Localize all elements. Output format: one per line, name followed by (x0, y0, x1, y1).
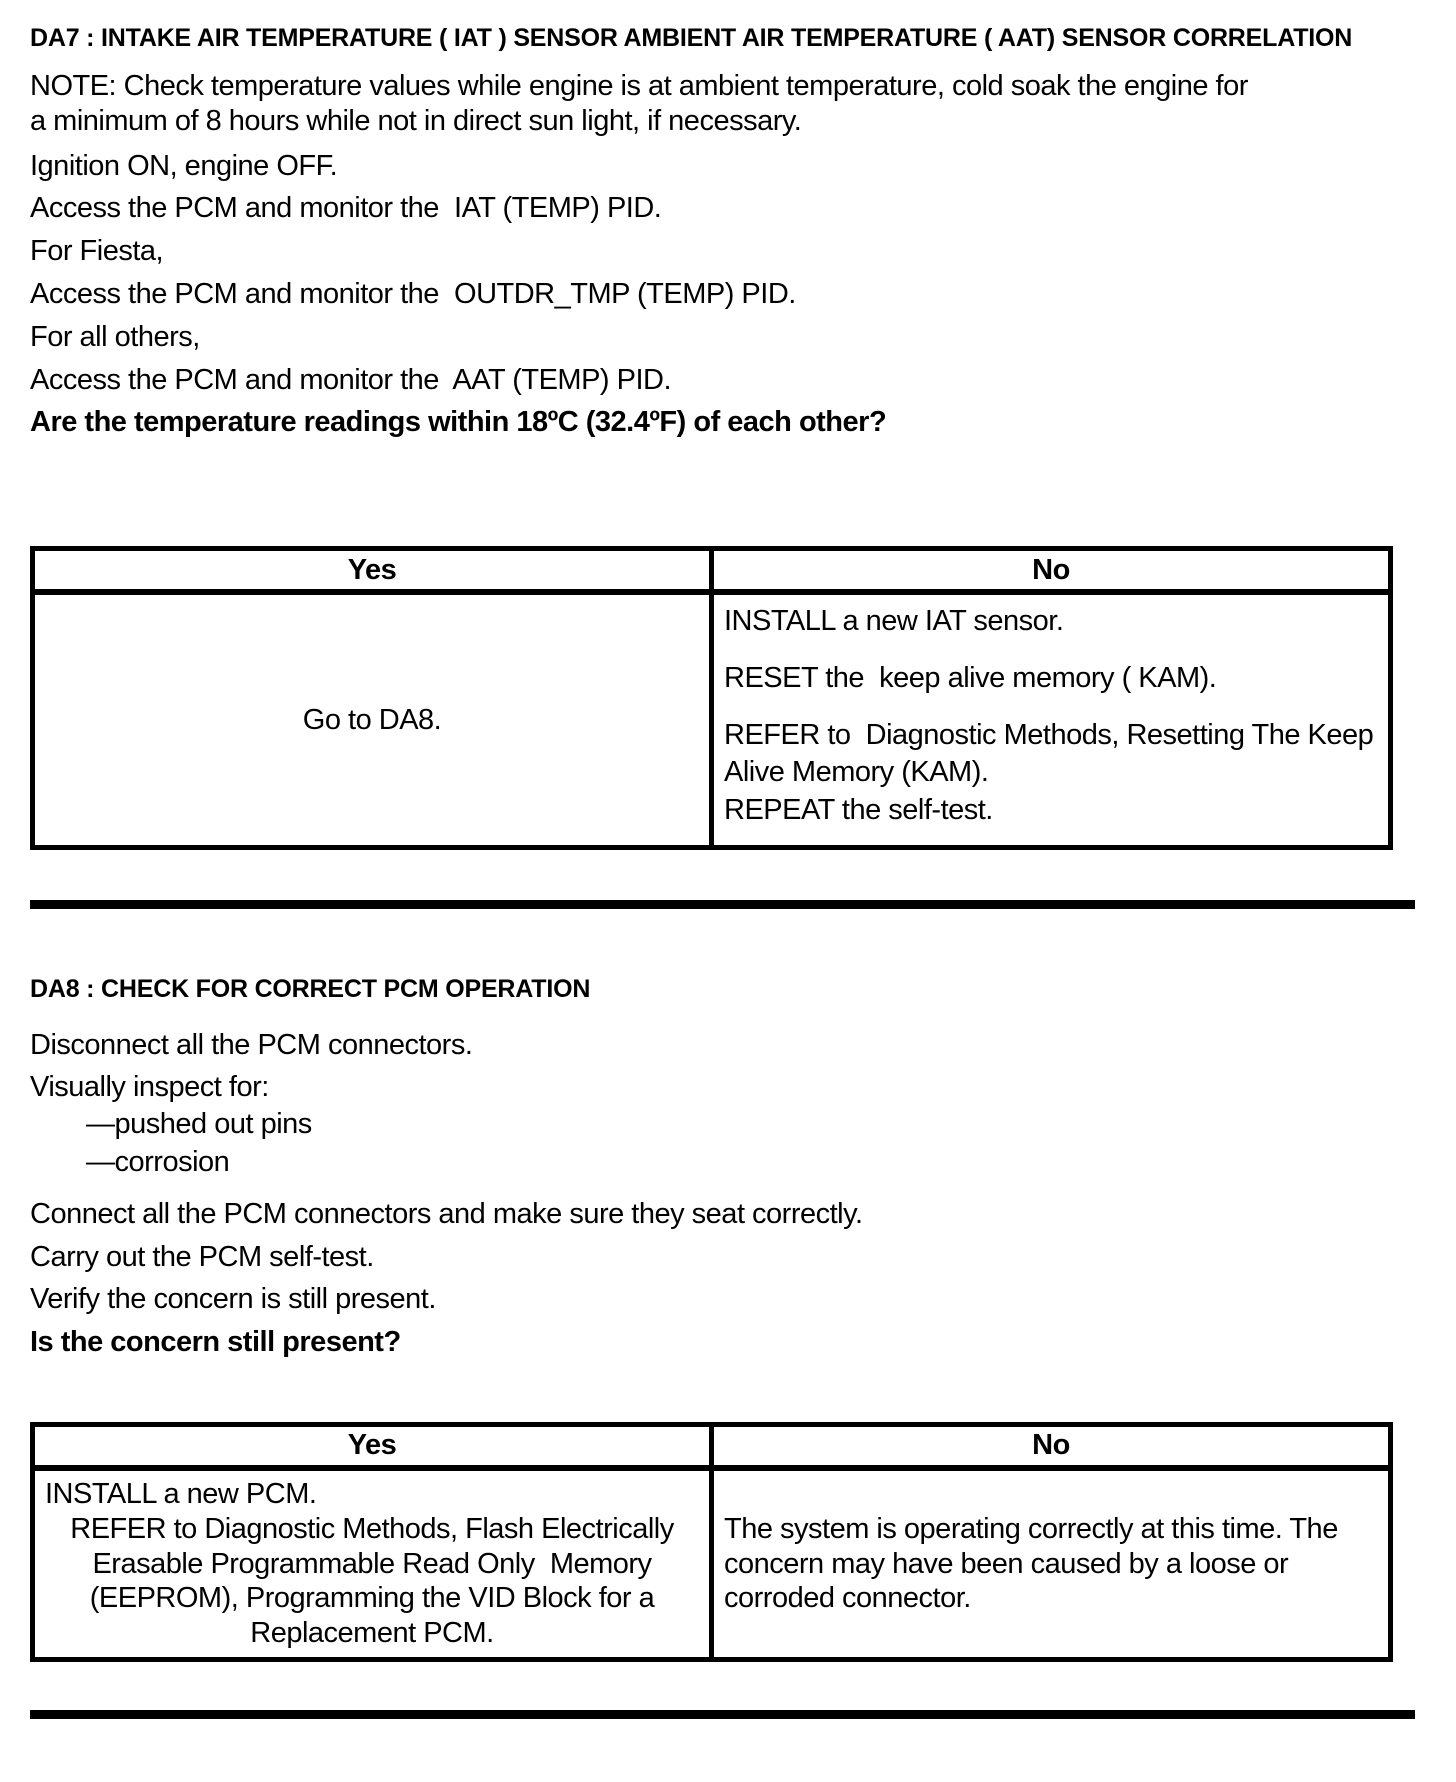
da8-heading: DA8 : CHECK FOR CORRECT PCM OPERATION (30, 974, 591, 1003)
section-da8 (30, 973, 1426, 1662)
da8-table-body-row (33, 1468, 1391, 1659)
da7-no-action-repeat: REPEAT the self-test. (724, 793, 993, 826)
da8-question: Is the concern still present? (30, 1326, 401, 1359)
da8-step-disconnect: Disconnect all the PCM connectors. (30, 1028, 473, 1061)
da7-step-for-all-others: For all others, (30, 320, 200, 353)
da7-no-cell (712, 592, 1391, 847)
da8-inspect-item-pins: —pushed out pins (86, 1108, 312, 1141)
da8-step-inspect: Visually inspect for: (30, 1071, 269, 1104)
section-divider-rule (30, 900, 1415, 909)
da7-yes-action-goto: Go to DA8. (302, 703, 442, 736)
da8-yes-cell (33, 1468, 712, 1659)
da8-no-cell (712, 1468, 1391, 1659)
da7-step-for-fiesta: For Fiesta, (30, 235, 164, 268)
da8-step-connect: Connect all the PCM connectors and make sure they seat correctly. (30, 1197, 863, 1230)
da7-step-monitor-iat: Access the PCM and monitor the IAT (TEMP) PID. (30, 192, 662, 225)
da7-no-action-refer: REFER to Diagnostic Methods, Resetting The Keep Alive Memory (KAM). (724, 718, 1380, 789)
da8-table-header-row (33, 1424, 1391, 1468)
da7-no-action-reset: RESET the keep alive memory ( KAM). (724, 661, 1217, 694)
da7-no-action-install: INSTALL a new IAT sensor. (724, 605, 1064, 638)
da7-step-monitor-outdr-tmp: Access the PCM and monitor the OUTDR_TMP (TEMP) PID. (30, 277, 796, 310)
da8-step-selftest: Carry out the PCM self-test. (30, 1240, 374, 1273)
da7-step-monitor-aat: Access the PCM and monitor the AAT (TEMP) PID. (30, 363, 672, 396)
da7-question: Are the temperature readings within 18ºC (32.4ºF) of each other? (30, 406, 887, 439)
da7-yes-cell (33, 592, 712, 847)
da7-yes-header: Yes (33, 549, 712, 593)
da8-step-verify: Verify the concern is still present. (30, 1283, 436, 1316)
da8-inspect-item-corrosion: —corrosion (86, 1145, 230, 1178)
page-bottom-rule (30, 1710, 1415, 1719)
da7-no-header: No (712, 549, 1391, 593)
da7-note: NOTE: Check temperature values while engine is at ambient temperature, cold soak the engine for a minimum of 8 hours while not in direct sun light, if necessary. (30, 70, 1256, 137)
da7-decision-table (30, 546, 1393, 850)
da7-table-body-row (33, 592, 1391, 847)
da8-yes-header: Yes (33, 1424, 712, 1468)
da8-decision-table (30, 1422, 1393, 1662)
da8-no-header: No (712, 1424, 1391, 1468)
da8-yes-action-install: INSTALL a new PCM. (45, 1477, 317, 1510)
da7-heading: DA7 : INTAKE AIR TEMPERATURE ( IAT ) SENSOR AMBIENT AIR TEMPERATURE ( AAT) SENSOR CORRELATION (30, 24, 1353, 52)
da7-table-header-row (33, 549, 1391, 593)
section-da7 (30, 22, 1426, 850)
da8-no-action-system-ok: The system is operating correctly at this time. The concern may have been caused by a loose or corroded connector. (724, 1512, 1346, 1615)
da8-yes-action-refer: REFER to Diagnostic Methods, Flash Electrically Erasable Programmable Read Only Memory (EEPROM), Programming the VID Block for a Replacement PCM. (70, 1512, 682, 1650)
da7-step-ignition: Ignition ON, engine OFF. (30, 149, 338, 182)
